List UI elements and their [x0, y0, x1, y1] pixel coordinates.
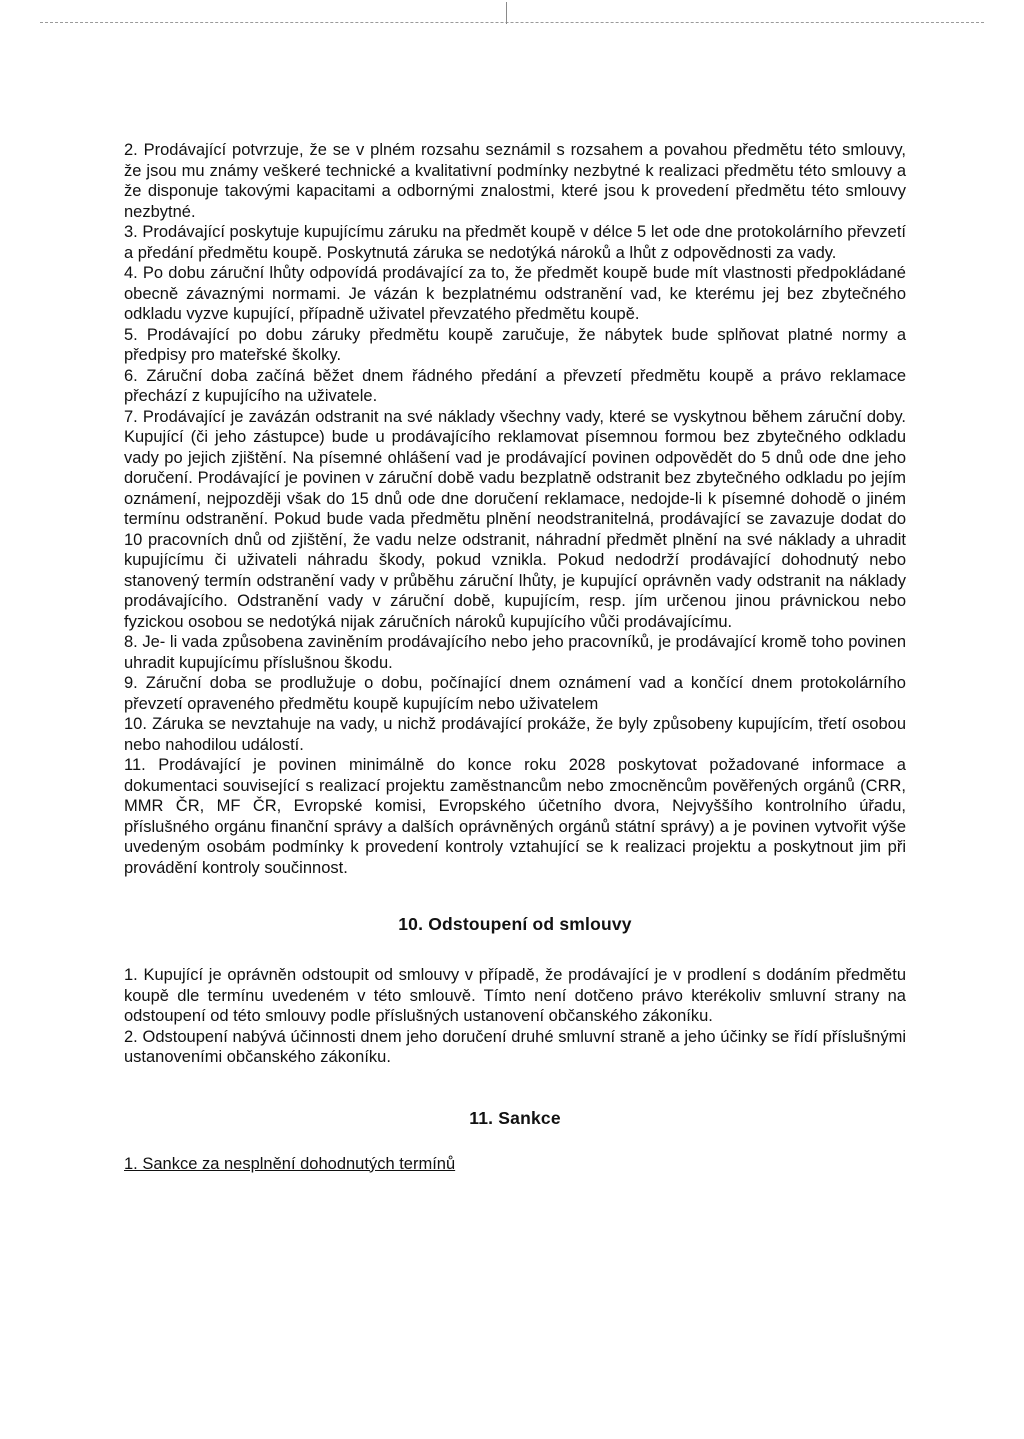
clause-7: 7. Prodávající je zavázán odstranit na své náklady všechny vady, které se vyskytnou během záruční doby. Kupující (či jeho zástupce) bude u prodávajícího reklamovat písemnou formou bez zbytečného odkladu vady po jejich zjištění. Na písemné ohlášení vad je prodávající povinen odpovědět do 5 dnů ode dne jeho doručení. Prodávající je povinen v záruční době vadu bezplatně odstranit bez zbytečného odkladu po jejím oznámení, nejpozději však do 15 dnů ode dne doručení reklamace, nedojde-li k písemné dohodě o jiném termínu odstranění. Pokud bude vada předmětu plnění neodstranitelná, prodávající se zavazuje dodat do 10 pracovních dnů od zjištění, že vadu nelze odstranit, náhradní předmět plnění na své náklady a uhradit kupujícímu či uživateli náhradu škody, pokud vznikla. Pokud nedodrží prodávající dohodnutý nebo stanovený termín odstranění vady v průběhu záruční lhůty, je kupující oprávněn vady odstranit na náklady prodávajícího. Odstranění vady v záruční době, kupujícím, resp. jím určenou jinou právnickou nebo fyzickou osobou se nedotýká nijak záručních nároků kupujícího vůči prodávajícímu.	[124, 407, 906, 631]
document-page	[124, 140, 906, 1174]
withdrawal-clause-2: 2. Odstoupení nabývá účinnosti dnem jeho doručení druhé smluvní straně a jeho účinky se řídí příslušnými ustanoveními občanského zákoníku.	[124, 1027, 906, 1066]
clause-10: 10. Záruka se nevztahuje na vady, u nichž prodávající prokáže, že byly způsobeny kupujícím, třetí osobou nebo nahodilou událostí.	[124, 715, 906, 754]
clause-2: 2. Prodávající potvrzuje, že se v plném rozsahu seznámil s rozsahem a povahou předmětu této smlouvy, že jsou mu známy veškeré technické a kvalitativní podmínky nezbytné k realizaci předmětu této smlouvy a že disponuje takovými kapacitami a odbornými znalostmi, které jsou k provedení předmětu této smlouvy nezbytné.	[124, 141, 906, 221]
clause-9: 9. Záruční doba se prodlužuje o dobu, počínající dnem oznámení vad a končící dnem protokolárního převzetí opraveného předmětu koupě kupujícím nebo uživatelem	[124, 674, 906, 713]
scan-top-edge	[40, 22, 984, 23]
clause-4: 4. Po dobu záruční lhůty odpovídá prodávající za to, že předmět koupě bude mít vlastnosti předpokládané obecně závaznými normami. Je vázán k bezplatnému odstranění vad, ke kterému jej bez zbytečného odkladu vyzve kupující, případně uživatel převzatého předmětu koupě.	[124, 264, 906, 323]
clause-6: 6. Záruční doba začíná běžet dnem řádného předání a převzetí předmětu koupě a právo reklamace přechází z kupujícího na uživatele.	[124, 366, 906, 405]
clause-11: 11. Prodávající je povinen minimálně do konce roku 2028 poskytovat požadované informace a dokumentaci související s realizací projektu zaměstnancům nebo zmocněncům pověřených orgánů (CRR, MMR ČR, MF ČR, Evropské komisi, Evropského účetního dvora, Nejvyššího kontrolního úřadu, příslušného orgánu finanční správy a dalších oprávněných orgánů státní správy) a je povinen vytvořit výše uvedeným osobám podmínky k provedení kontroly vztahující se k realizaci projektu a poskytnout jim při provádění kontroly součinnost.	[124, 756, 906, 877]
scan-mark	[506, 2, 507, 24]
warranty-clauses	[124, 140, 906, 878]
withdrawal-clauses	[124, 965, 906, 1068]
section-10-heading: 10. Odstoupení od smlouvy	[398, 914, 632, 934]
withdrawal-clause-1: 1. Kupující je oprávněn odstoupit od smlouvy v případě, že prodávající je v prodlení s dodáním předmětu koupě dle termínu uvedeném v této smlouvě. Tímto není dotčeno právo kterékoliv smluvní strany na odstoupení od této smlouvy podle příslušných ustanovení občanského zákoníku.	[124, 966, 906, 1025]
sanctions-subheading: 1. Sankce za nesplnění dohodnutých termínů	[124, 1154, 456, 1173]
clause-5: 5. Prodávající po dobu záruky předmětu koupě zaručuje, že nábytek bude splňovat platné normy a předpisy pro mateřské školky.	[124, 325, 906, 364]
clause-3: 3. Prodávající poskytuje kupujícímu záruku na předmět koupě v délce 5 let ode dne protokolárního převzetí a předání předmětu koupě. Poskytnutá záruka se nedotýká nároků a lhůt z odpovědnosti za vady.	[124, 223, 906, 262]
clause-8: 8. Je- li vada způsobena zaviněním prodávajícího nebo jeho pracovníků, je prodávající kromě toho povinen uhradit kupujícímu příslušnou škodu.	[124, 633, 906, 672]
section-11-heading: 11. Sankce	[469, 1107, 561, 1128]
